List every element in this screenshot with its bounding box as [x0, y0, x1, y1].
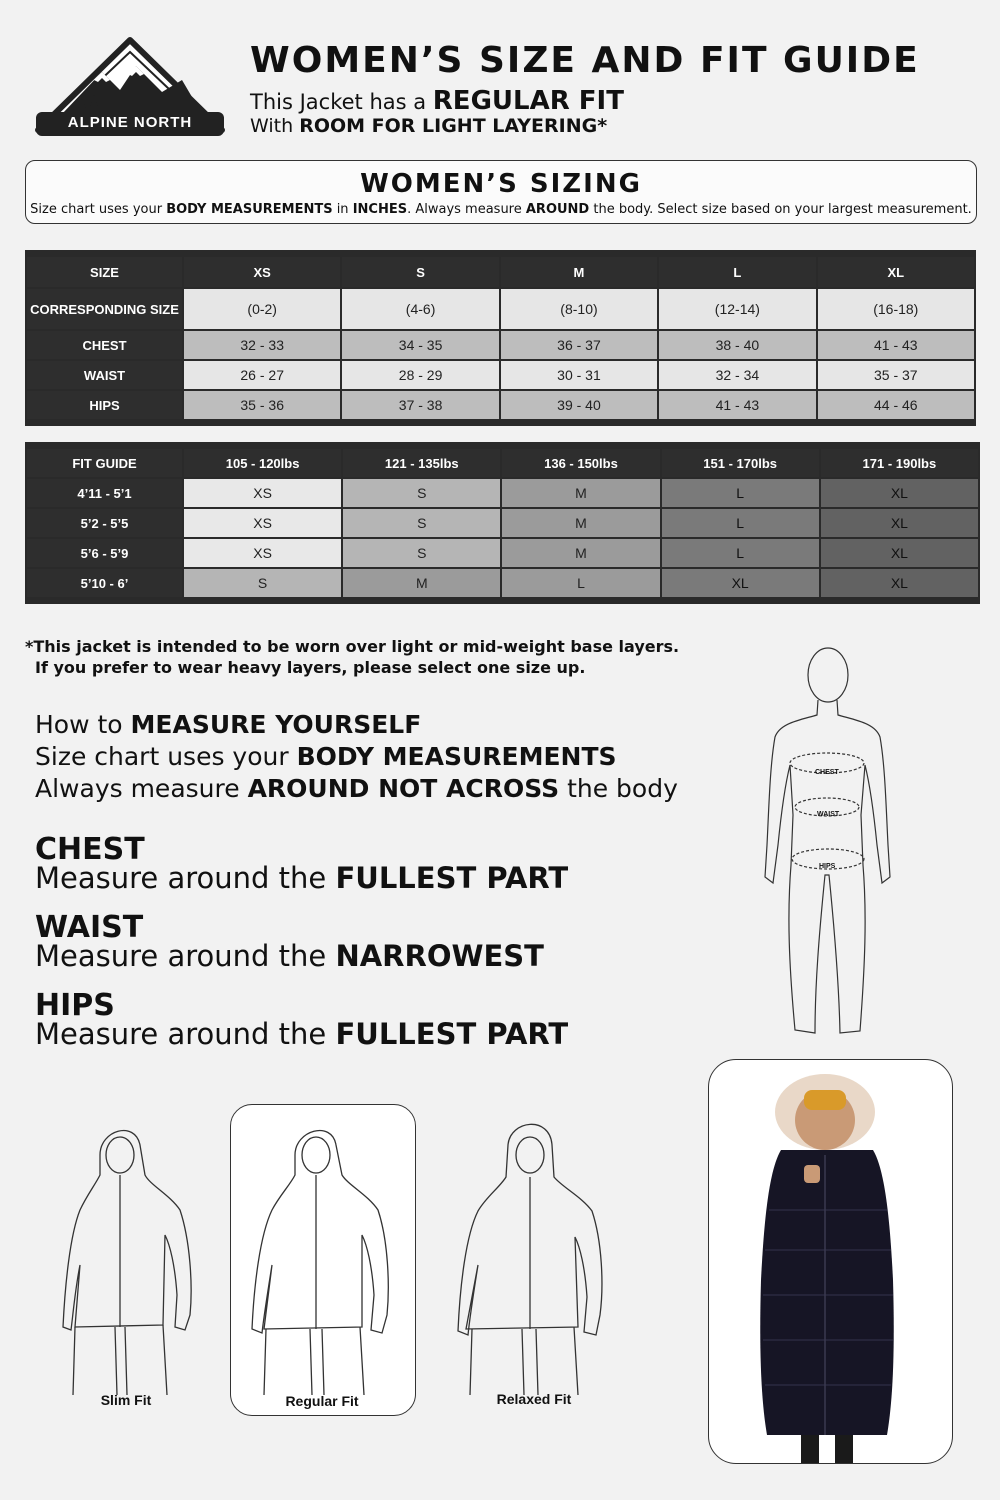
table-header-cell: S: [342, 257, 498, 287]
measure-bold: BODY MEASUREMENTS: [296, 742, 617, 771]
page-title: WOMEN’S SIZE AND FIT GUIDE: [250, 40, 920, 81]
table-header-cell: SIZE: [27, 257, 182, 287]
table-cell: 41 - 43: [818, 331, 974, 359]
table-header-cell: L: [659, 257, 815, 287]
note-bold: BODY MEASUREMENTS: [166, 202, 333, 217]
relaxed-fit-figure: [450, 1115, 615, 1395]
fit-statement: [250, 86, 624, 116]
table-cell: (0-2): [184, 289, 340, 329]
table-cell: (16-18): [818, 289, 974, 329]
measure-text: Size chart uses your: [35, 742, 297, 771]
table-cell: M: [502, 479, 659, 507]
table-header-cell: XS: [184, 257, 340, 287]
table-header-cell: 136 - 150lbs: [502, 449, 659, 477]
size-table: [25, 250, 976, 426]
measure-bold: MEASURE YOURSELF: [130, 710, 422, 739]
measure-bold: AROUND NOT ACROSS: [247, 774, 560, 803]
hips-heading: HIPS: [35, 988, 115, 1023]
note-text: the body. Select size based on your largest measurement.: [589, 202, 972, 217]
row-label: 5’2 - 5’5: [27, 509, 182, 537]
table-cell: (12-14): [659, 289, 815, 329]
table-cell: 38 - 40: [659, 331, 815, 359]
sizing-box: [25, 160, 977, 224]
table-cell: XL: [821, 569, 978, 597]
product-photo: [708, 1059, 953, 1464]
table-cell: XL: [821, 539, 978, 567]
size-table-header: [27, 257, 974, 287]
relaxed-fit-label: Relaxed Fit: [496, 1391, 572, 1407]
hips-instruction: [35, 1017, 568, 1051]
instruction-bold: FULLEST PART: [335, 861, 569, 895]
table-cell: 41 - 43: [659, 391, 815, 419]
slim-fit-figure: [45, 1115, 210, 1395]
brand-logo: [32, 36, 228, 140]
table-cell: 28 - 29: [342, 361, 498, 389]
table-row: [27, 391, 974, 419]
fit-table-header: [27, 449, 978, 477]
table-cell: M: [343, 569, 500, 597]
table-header-cell: FIT GUIDE: [27, 449, 182, 477]
table-header-cell: XL: [818, 257, 974, 287]
sizing-note: [26, 202, 976, 217]
regular-fit-label: Regular Fit: [285, 1393, 359, 1409]
instruction-text: Measure around the: [35, 861, 336, 895]
layering-highlight: ROOM FOR LIGHT LAYERING*: [299, 115, 608, 137]
note-bold: INCHES: [352, 202, 408, 217]
row-label: 5’10 - 6’: [27, 569, 182, 597]
row-label: CORRESPONDING SIZE: [27, 289, 182, 329]
regular-fit-figure: [240, 1115, 405, 1395]
measure-heading: [35, 710, 421, 739]
table-cell: 35 - 36: [184, 391, 340, 419]
note-bold: AROUND: [525, 202, 590, 217]
table-cell: 37 - 38: [342, 391, 498, 419]
table-cell: XS: [184, 509, 341, 537]
table-cell: 32 - 33: [184, 331, 340, 359]
fit-guide-table: [25, 442, 980, 604]
table-cell: (8-10): [501, 289, 657, 329]
table-header-cell: 105 - 120lbs: [184, 449, 341, 477]
measure-line: [35, 742, 617, 771]
table-cell: XL: [662, 569, 819, 597]
body-measurement-figure: [745, 645, 910, 1040]
table-header-cell: 151 - 170lbs: [662, 449, 819, 477]
measure-text: How to: [35, 710, 131, 739]
instruction-bold: FULLEST PART: [335, 1017, 569, 1051]
instruction-text: Measure around the: [35, 1017, 336, 1051]
measure-text: Always measure: [35, 774, 248, 803]
slim-fit-label: Slim Fit: [100, 1392, 152, 1408]
table-cell: L: [502, 569, 659, 597]
table-cell: 44 - 46: [818, 391, 974, 419]
table-row: [27, 509, 978, 537]
brand-name: ALPINE NORTH: [67, 114, 193, 131]
table-cell: (4-6): [342, 289, 498, 329]
table-cell: XS: [184, 479, 341, 507]
table-cell: S: [343, 509, 500, 537]
table-cell: XL: [821, 479, 978, 507]
instruction-bold: NARROWEST: [335, 939, 544, 973]
table-cell: 35 - 37: [818, 361, 974, 389]
table-cell: 39 - 40: [501, 391, 657, 419]
note-text: . Always measure: [407, 202, 526, 217]
table-row: [27, 479, 978, 507]
table-row: [27, 289, 974, 329]
table-row: [27, 361, 974, 389]
row-label: 5’6 - 5’9: [27, 539, 182, 567]
chest-label: CHEST: [815, 769, 839, 776]
hips-label: HIPS: [819, 863, 836, 870]
table-cell: S: [343, 479, 500, 507]
table-cell: 32 - 34: [659, 361, 815, 389]
waist-instruction: [35, 939, 544, 973]
layering-statement: [250, 115, 607, 137]
table-cell: M: [502, 539, 659, 567]
layering-note-2: If you prefer to wear heavy layers, please select one size up.: [35, 658, 586, 677]
sizing-title: WOMEN’S SIZING: [360, 169, 642, 199]
table-cell: L: [662, 479, 819, 507]
waist-heading: WAIST: [35, 910, 144, 945]
table-cell: 34 - 35: [342, 331, 498, 359]
table-cell: M: [502, 509, 659, 537]
fit-type: REGULAR FIT: [432, 86, 624, 116]
table-cell: XS: [184, 539, 341, 567]
table-cell: L: [662, 509, 819, 537]
instruction-text: Measure around the: [35, 939, 336, 973]
measure-text: the body: [559, 774, 678, 803]
table-cell: 30 - 31: [501, 361, 657, 389]
row-label: WAIST: [27, 361, 182, 389]
layering-note: *This jacket is intended to be worn over light or mid-weight base layers.: [25, 637, 680, 656]
layering-text: With: [250, 115, 300, 137]
waist-label: WAIST: [817, 811, 840, 818]
table-header-cell: 121 - 135lbs: [343, 449, 500, 477]
table-header-cell: M: [501, 257, 657, 287]
table-cell: S: [343, 539, 500, 567]
table-row: [27, 539, 978, 567]
table-cell: 26 - 27: [184, 361, 340, 389]
table-cell: L: [662, 539, 819, 567]
table-row: [27, 331, 974, 359]
table-cell: XL: [821, 509, 978, 537]
row-label: CHEST: [27, 331, 182, 359]
table-cell: S: [184, 569, 341, 597]
note-text: in: [332, 202, 353, 217]
row-label: HIPS: [27, 391, 182, 419]
table-cell: 36 - 37: [501, 331, 657, 359]
chest-heading: CHEST: [35, 832, 145, 867]
row-label: 4’11 - 5’1: [27, 479, 182, 507]
chest-instruction: [35, 861, 568, 895]
table-header-cell: 171 - 190lbs: [821, 449, 978, 477]
table-row: [27, 569, 978, 597]
measure-line: [35, 774, 678, 803]
note-text: Size chart uses your: [30, 202, 167, 217]
fit-statement-text: This Jacket has a: [250, 90, 433, 114]
